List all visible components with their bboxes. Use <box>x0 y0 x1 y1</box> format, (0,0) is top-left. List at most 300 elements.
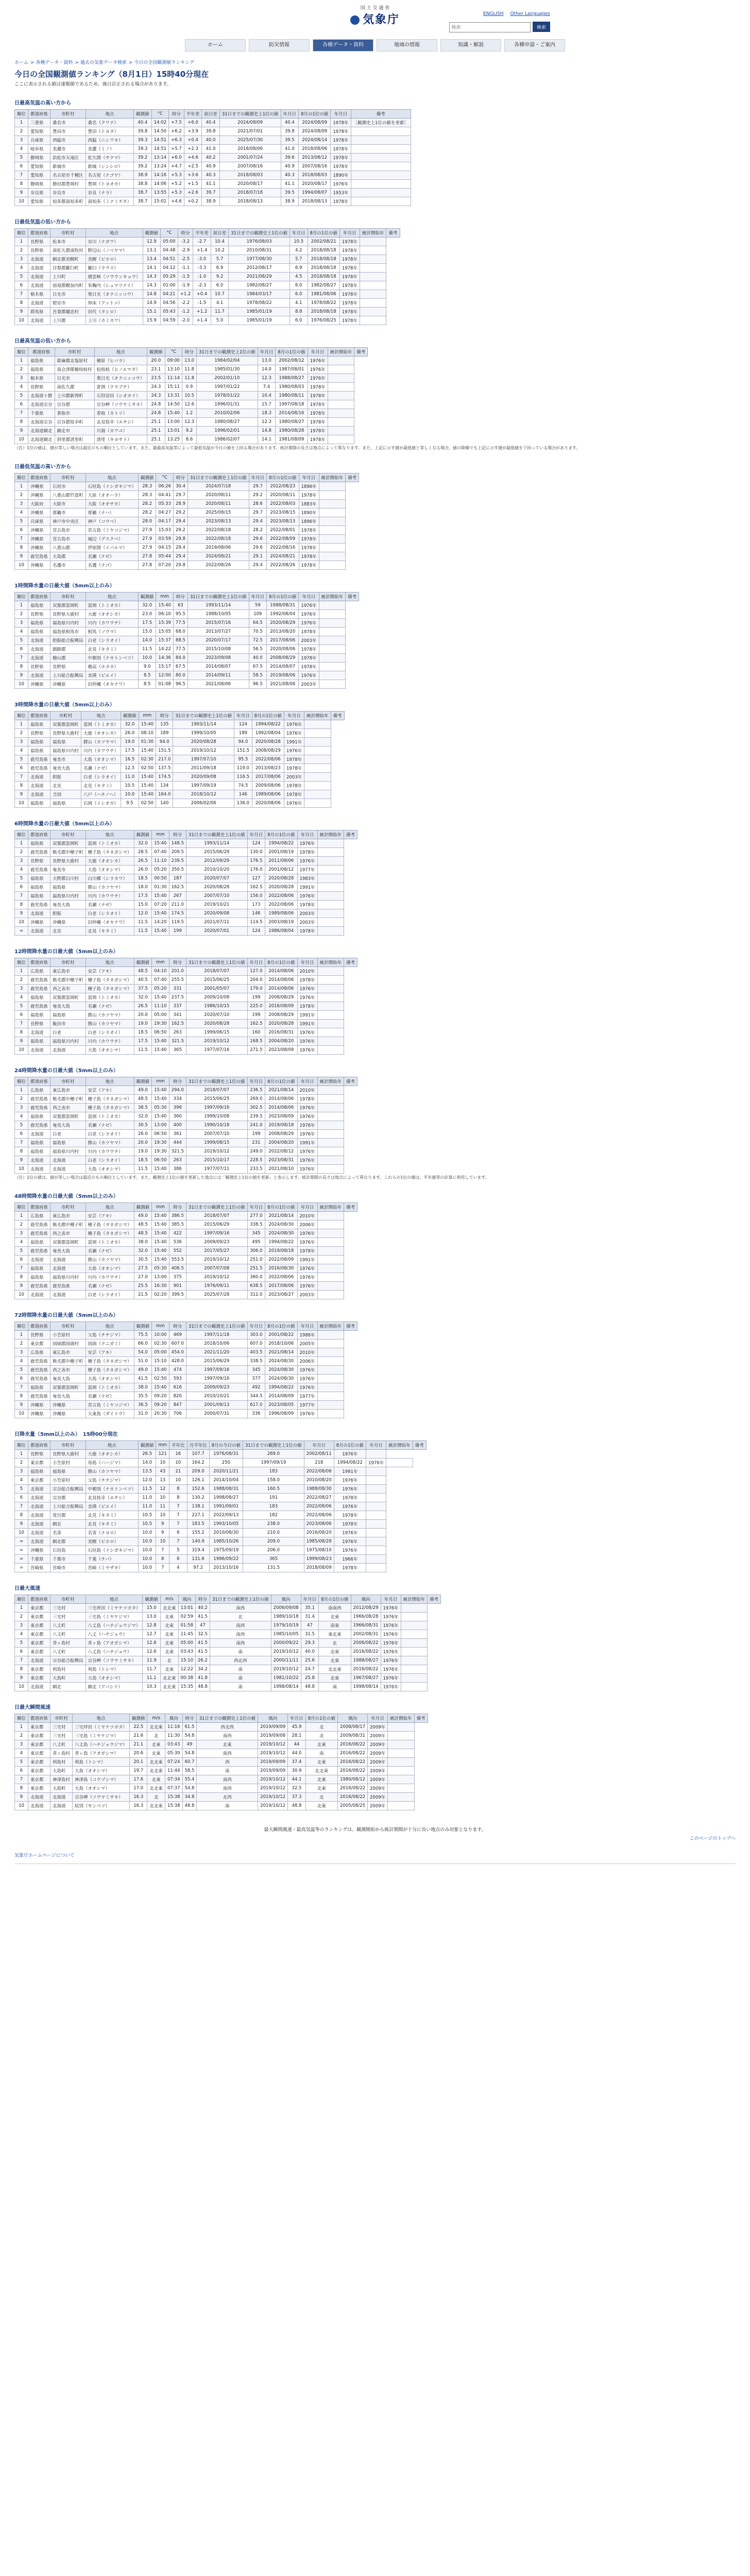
station-link[interactable]: 三宅坪田（ミヤケツボタ） <box>86 1604 143 1613</box>
table-cell: 2009/09/23 <box>186 1383 247 1392</box>
station-link[interactable]: 富岡（トミオカ） <box>86 839 134 848</box>
nav-data[interactable]: 各種データ・資料 <box>313 39 373 52</box>
station-link[interactable]: 三宅坪田（ミヤケツボタ） <box>73 1723 130 1732</box>
station-link[interactable]: 上川（カミカワ） <box>86 316 143 325</box>
table-cell: 2003年 <box>297 909 317 918</box>
station-link[interactable]: 石岡（イシオカ） <box>81 799 121 808</box>
station-link[interactable]: 富岡（トミオカ） <box>81 720 121 729</box>
table-cell: 94.0 <box>156 738 173 747</box>
station-link[interactable]: 種子島（タネガシマ） <box>86 1366 134 1375</box>
station-link[interactable]: 種子島（タネガシマ） <box>86 1229 134 1238</box>
table-cell: 199 <box>169 927 186 936</box>
nav-disaster-info[interactable]: 防災情報 <box>249 39 310 52</box>
station-link[interactable]: 石垣島（イシガキジマ） <box>86 482 138 491</box>
station-link[interactable]: 北見枝幸（エサシ） <box>86 1494 138 1502</box>
station-link[interactable]: 大阪（オオサカ） <box>86 500 138 509</box>
station-link[interactable]: 川湯（カワユ） <box>94 427 147 435</box>
station-link[interactable]: 大鹿（オオシカ） <box>86 1450 138 1459</box>
station-link[interactable]: 種子島（タネガシマ） <box>86 848 134 857</box>
station-link[interactable]: 宗谷岬（ソウヤミサキ） <box>86 1656 143 1665</box>
table-cell: 千葉県 <box>28 409 55 418</box>
station-link[interactable]: 厚床（アットコ） <box>86 299 143 308</box>
column-header: 統計開始年 <box>401 1595 428 1604</box>
station-link[interactable]: 父島（チチジマ） <box>86 1331 134 1340</box>
table-cell: 北 <box>160 1656 178 1665</box>
table-cell: 南 <box>197 1802 258 1810</box>
table-cell: 12.6 <box>182 400 197 409</box>
station-link[interactable]: 香取（カトリ） <box>94 409 147 418</box>
table-cell <box>317 1340 344 1348</box>
station-link[interactable]: 大原（オオハラ） <box>86 491 138 500</box>
station-link[interactable]: 桑名（クワナ） <box>86 118 134 127</box>
table-cell: 福島県 <box>28 993 50 1002</box>
station-link[interactable]: 青ヶ島（アオガシマ） <box>86 1639 143 1648</box>
station-link[interactable]: 名寄（ナヨロ） <box>86 1529 138 1537</box>
station-link[interactable]: 桧枝岐（ヒノエマタ） <box>94 365 147 374</box>
table-cell: 2024/08/30 <box>265 1366 297 1375</box>
table-cell: 2018/08/13 <box>219 197 281 206</box>
table-cell: 11:16 <box>165 1723 183 1732</box>
station-link[interactable]: 新城（シンシロ） <box>86 162 134 171</box>
station-link[interactable]: 勝山（カツヤマ） <box>86 1139 134 1147</box>
station-link[interactable]: 北見（キタミ） <box>86 927 134 936</box>
table-cell: 55.4 <box>182 1775 197 1784</box>
station-link[interactable]: 父島（チチジマ） <box>86 1476 138 1485</box>
station-link[interactable]: 種子島（タネガシマ） <box>86 1104 134 1112</box>
table-cell: 19.0 <box>134 1020 152 1028</box>
station-link[interactable]: 勝山（カツヤマ） <box>86 883 134 892</box>
table-cell <box>366 1485 386 1494</box>
station-link[interactable]: 紋別（モンベツ） <box>73 1802 130 1810</box>
table-cell <box>319 500 346 509</box>
table-cell: 04:10 <box>152 967 169 976</box>
table-cell: 4 <box>15 1630 28 1639</box>
column-header: 順位 <box>15 1714 28 1723</box>
station-link[interactable]: 白老（シラオイ） <box>86 636 138 645</box>
station-link[interactable]: 那覇（ナハ） <box>86 509 138 517</box>
station-link[interactable]: 奥日光（オクニッコウ） <box>86 290 143 299</box>
ranking-table <box>14 1321 357 1418</box>
station-link[interactable]: 白老（シラオイ） <box>86 1130 134 1139</box>
table-cell: 10 <box>15 316 28 325</box>
table-row <box>15 1749 428 1758</box>
table-cell: 35.1 <box>301 1604 319 1613</box>
station-link[interactable]: 三宅島（ミヤケジマ） <box>86 1613 143 1621</box>
breadcrumb-item[interactable]: ホーム <box>14 60 29 65</box>
table-cell: 84.0 <box>173 654 187 663</box>
table-cell: 7 <box>15 1139 28 1147</box>
station-link[interactable]: 大島（オオシマ） <box>86 1165 134 1174</box>
table-cell: 2018/08/06 <box>219 145 281 154</box>
table-cell <box>328 409 354 418</box>
station-link[interactable]: 北見（キタミ） <box>86 1511 138 1520</box>
station-link[interactable]: 八丈島（ハチジョウジマ） <box>73 1740 130 1749</box>
table-cell: 2008/08/17 <box>338 1723 368 1732</box>
table-cell <box>388 1784 415 1793</box>
table-cell: 146 <box>247 909 265 918</box>
column-header: 風向 <box>271 1595 301 1604</box>
station-link[interactable]: 美瑛（ビエイ） <box>86 671 138 680</box>
table-cell: 1976年 <box>381 1683 401 1691</box>
table-cell <box>304 747 331 755</box>
station-link[interactable]: 名瀬（ナゼ） <box>86 1247 134 1256</box>
station-link[interactable]: 名瀬（ナゼ） <box>86 1002 134 1011</box>
table-cell: 2007/08/16 <box>219 162 281 171</box>
table-cell: 67.5 <box>173 663 187 671</box>
station-link[interactable]: 中頓別（ナカトンベツ） <box>86 1485 138 1494</box>
table-cell: 1976年 <box>334 1529 366 1537</box>
site-logo[interactable] <box>14 4 736 27</box>
table-cell: +6.0 <box>169 154 184 162</box>
station-link[interactable]: 大島（オオシマ） <box>86 1674 143 1683</box>
station-link[interactable]: 国頭（クニガミ） <box>86 1340 134 1348</box>
table-cell: 2001/08/19 <box>265 848 297 857</box>
nav-home[interactable]: ホーム <box>185 39 246 52</box>
table-cell <box>360 246 386 255</box>
pagetop-link[interactable]: このページのトップへ <box>689 1836 736 1841</box>
station-link[interactable]: 神戸（コウベ） <box>86 517 138 526</box>
station-link[interactable]: 旧仲縄（オキナワ） <box>86 680 138 689</box>
table-cell: 2018/07/07 <box>186 1212 247 1221</box>
station-link[interactable]: 南知多（ミナミチタ） <box>86 197 134 206</box>
breadcrumb-item[interactable]: 各種データ・資料 <box>36 60 73 65</box>
station-link[interactable]: 豊岡（トヨオカ） <box>86 180 134 189</box>
table-cell: 双葉郡富岡町 <box>50 839 86 848</box>
column-header: 31日までの観測史上1位の値 <box>219 110 281 118</box>
table-cell: 千葉県 <box>28 1555 50 1564</box>
station-link[interactable]: 奈川（ナガワ） <box>86 238 143 246</box>
table-cell: 11.0 <box>138 1494 156 1502</box>
table-cell: 東広島市 <box>50 967 86 976</box>
table-cell: 1978年 <box>339 316 360 325</box>
station-link[interactable]: 川内（カワウチ） <box>86 892 134 901</box>
station-link[interactable]: 勝山（カツヤマ） <box>86 1011 134 1020</box>
table-row <box>15 1273 357 1282</box>
station-link[interactable]: 北見（キタミ） <box>86 1520 138 1529</box>
station-link[interactable]: 名古屋（ナゴヤ） <box>86 171 134 180</box>
station-link[interactable]: 大島（オオシマ） <box>86 1375 134 1383</box>
other-languages-link[interactable]: Other Languages <box>510 11 550 16</box>
station-link[interactable]: 野辺山（ノベヤマ） <box>86 246 143 255</box>
station-link[interactable]: 大鹿（オオシカ） <box>86 610 138 619</box>
station-link[interactable]: 名瀬（ナゼ） <box>86 901 134 909</box>
station-link[interactable]: 安芸（アキ） <box>86 1348 134 1357</box>
station-link[interactable]: 大鹿（オオシカ） <box>86 857 134 866</box>
table-cell: 2017/08/06 <box>267 636 299 645</box>
ranking-section <box>14 1584 736 1691</box>
station-link[interactable]: 美幌（ビホロ） <box>86 255 143 264</box>
station-link[interactable]: 利島（トシマ） <box>73 1758 130 1767</box>
table-cell: 2021/07/11 <box>186 918 247 927</box>
about-site-link[interactable]: 気象庁ホームページについて <box>14 1853 75 1858</box>
table-cell: 1976年 <box>297 892 317 901</box>
table-cell: 2009年 <box>368 1767 388 1775</box>
table-cell: 2019/09/09 <box>258 1758 288 1767</box>
table-cell: 網走郡 <box>50 1537 86 1546</box>
table-row <box>15 909 357 918</box>
station-link[interactable]: 種子島（タネガシマ） <box>86 976 134 985</box>
section-title: 6時間降水量の日最大値（5mm以上のみ） <box>14 821 115 827</box>
station-link[interactable]: 八丈（ハチジョウ） <box>86 1630 143 1639</box>
search-input[interactable] <box>449 22 531 32</box>
station-link[interactable]: 名瀬（ナゼ） <box>86 552 138 561</box>
table-cell: 95.5 <box>173 610 187 619</box>
column-header: 地点 <box>94 348 147 357</box>
table-cell: 1976年 <box>381 1656 401 1665</box>
station-link[interactable]: 富岡（トミオカ） <box>86 1383 134 1392</box>
station-link[interactable]: 清里（キヨサト） <box>94 435 147 444</box>
ranking-section <box>14 819 736 936</box>
station-link[interactable]: 宮崎（ミヤザキ） <box>86 1564 138 1572</box>
table-cell: 13:14 <box>151 154 169 162</box>
station-link[interactable]: 城辺（グスクベ） <box>86 535 138 544</box>
station-link[interactable]: 名瀬（ナゼ） <box>86 1282 134 1291</box>
station-link[interactable]: 三宅島（ミヤケジマ） <box>73 1732 130 1740</box>
station-link[interactable]: 美幌（ビホロ） <box>86 1537 138 1546</box>
table-cell: 360.0 <box>247 1273 265 1282</box>
table-cell: 2009/09/23 <box>186 1238 247 1247</box>
table-row <box>15 1410 357 1418</box>
station-link[interactable]: 富岡（トミオカ） <box>86 1112 134 1121</box>
breadcrumb-item[interactable]: 過去の気象データ検索 <box>80 60 127 65</box>
station-link[interactable]: 檜原（ヒバラ） <box>94 357 147 365</box>
station-link[interactable]: 西脇（ニシワキ） <box>86 136 134 145</box>
station-link[interactable]: 大島（オオシマ） <box>81 755 121 764</box>
english-link[interactable]: ENGLISH <box>483 11 504 16</box>
station-link[interactable]: 種子島（タネガシマ） <box>86 985 134 993</box>
station-link[interactable]: 千葉（チバ） <box>86 1555 138 1564</box>
station-link[interactable]: 安芸（アキ） <box>86 967 134 976</box>
station-link[interactable]: 勝山（カツヤマ） <box>86 1020 134 1028</box>
table-cell: 41.5 <box>196 1648 210 1656</box>
station-link[interactable]: 大島（オオシマ） <box>86 866 134 874</box>
station-link[interactable]: 白老（シラオイ） <box>86 1156 134 1165</box>
station-link[interactable]: 川内（カワウチ） <box>86 1147 134 1156</box>
table-cell: 1 <box>15 720 28 729</box>
station-link[interactable]: 層雲峡（ソウウンキョウ） <box>86 273 143 281</box>
table-cell: 49.0 <box>134 1212 152 1221</box>
station-link[interactable]: 美瑛（ビエイ） <box>86 1502 138 1511</box>
station-link[interactable]: 名瀬（ナゼ） <box>86 1121 134 1130</box>
column-header: 都道府県 <box>28 229 50 238</box>
table-cell: 155.2 <box>187 1529 209 1537</box>
station-link[interactable]: 種子島（タネガシマ） <box>86 1221 134 1229</box>
table-row <box>15 1147 357 1156</box>
station-link[interactable]: 宗谷岬（ソウヤミサキ） <box>73 1793 130 1802</box>
table-cell: 225.0 <box>247 1002 265 1011</box>
table-row <box>15 544 359 552</box>
nav-knowledge[interactable]: 知識・解説 <box>440 39 501 52</box>
nav-regional[interactable]: 地域の情報 <box>377 39 437 52</box>
table-cell: 6 <box>15 1375 28 1383</box>
station-link[interactable]: 大島（オオシマ） <box>73 1784 130 1793</box>
station-link[interactable]: 朱鞠内（シュマリナイ） <box>86 281 143 290</box>
table-cell: 4 <box>15 1238 28 1247</box>
table-cell: 福島県 <box>28 874 50 883</box>
table-cell: 1953年 <box>331 189 351 197</box>
table-cell: 399.5 <box>169 1291 186 1299</box>
station-link[interactable]: 宮古島（ミヤコジマ） <box>86 526 138 535</box>
table-cell <box>351 162 411 171</box>
table-cell: 2016/08/22 <box>338 1749 368 1758</box>
table-cell: 双葉郡富岡町 <box>50 1383 86 1392</box>
station-link[interactable]: 石垣島（イシガキジマ） <box>86 1546 138 1555</box>
table-cell <box>366 1564 386 1572</box>
table-cell <box>317 1357 344 1366</box>
table-cell: 2019/10/12 <box>258 1740 288 1749</box>
column-header: 観測値 <box>134 1322 152 1331</box>
station-link[interactable]: 伊原間（イバルマ） <box>86 544 138 552</box>
column-header: 統計開始年 <box>317 1077 344 1086</box>
table-cell: 7 <box>15 892 28 901</box>
table-cell: 15:38 <box>165 1802 183 1810</box>
station-link[interactable]: 大島（オオシマ） <box>86 1046 134 1055</box>
table-cell: 5 <box>15 1002 28 1011</box>
table-cell: 北海道 <box>28 1291 50 1299</box>
station-link[interactable]: 川内（カワウチ） <box>81 747 121 755</box>
table-cell: 13:00 <box>152 1121 169 1130</box>
section-title: 48時間降水量の日最大値（5mm以上のみ） <box>14 1194 118 1199</box>
table-cell: 東京都 <box>28 1784 50 1793</box>
station-link[interactable]: 中頓別（ナカトンベツ） <box>86 654 138 663</box>
table-cell: 6.9 <box>289 264 308 273</box>
station-link[interactable]: 八丈島（ハチジョウ） <box>86 1648 143 1656</box>
column-header: 年月日 <box>247 1077 265 1086</box>
table-cell: 39.8 <box>281 127 299 136</box>
station-link[interactable]: 名護（ナゴ） <box>86 561 138 570</box>
table-cell: 428.0 <box>169 1357 186 1366</box>
table-cell: 2018/08/18 <box>308 273 339 281</box>
column-header: 観測値 <box>129 1714 147 1723</box>
station-link[interactable]: 安芸（アキ） <box>86 1212 134 1221</box>
table-cell: 25.6 <box>301 1656 319 1665</box>
station-link[interactable]: 白老（シラオイ） <box>86 1028 134 1037</box>
table-cell: 10.0 <box>138 1546 156 1555</box>
station-link[interactable]: 倉渕（クラブチ） <box>94 383 147 392</box>
station-link[interactable]: 旧仲縄（オキナワ） <box>86 918 134 927</box>
station-link[interactable]: 大鹿（オオシカ） <box>81 729 121 738</box>
station-link[interactable]: 種子島（タネガシマ） <box>86 1095 134 1104</box>
table-cell: 11:45 <box>178 1630 196 1639</box>
table-cell: 1976年 <box>334 1450 366 1459</box>
station-link[interactable]: 田代（タシロ） <box>86 308 143 316</box>
table-cell <box>328 392 354 400</box>
table-cell: 南 <box>305 1749 337 1758</box>
station-link[interactable]: 利島（トシマ） <box>86 1665 143 1674</box>
table-cell: 10.0 <box>138 1564 156 1572</box>
station-link[interactable]: 八丈島（ハチジョウジマ） <box>86 1621 143 1630</box>
column-header: 順位 <box>15 110 28 118</box>
table-cell: 1997/09/16 <box>186 1229 247 1238</box>
station-link[interactable]: 網走（アバシリ） <box>86 1683 143 1691</box>
station-link[interactable]: 美濃（ミノ） <box>86 145 134 154</box>
station-link[interactable]: 名瀬（ナゼ） <box>86 1392 134 1401</box>
table-cell: 28.2 <box>249 526 267 535</box>
table-cell: 15.0 <box>138 628 156 636</box>
table-cell: 10 <box>156 1494 169 1502</box>
station-link[interactable]: 川内（カワウチ） <box>86 1037 134 1046</box>
nav-application[interactable]: 各種申請・ご案内 <box>504 39 565 52</box>
logo-subtitle: 国 土 交 通 省 <box>360 6 390 11</box>
station-link[interactable]: 奈良（ナラ） <box>86 189 134 197</box>
table-cell: 白老 <box>50 1028 86 1037</box>
station-link[interactable]: 石狩沼田（シオカリ） <box>94 392 147 400</box>
table-cell: 福島県 <box>28 1264 50 1273</box>
table-cell: 鹿児島県 <box>28 1121 50 1130</box>
table-cell: 553.5 <box>169 1256 186 1264</box>
station-link[interactable]: 勝山（カツヤマ） <box>86 1256 134 1264</box>
table-cell: 10 <box>15 197 28 206</box>
table-cell: 24.3 <box>147 392 165 400</box>
station-link[interactable]: 名瀬（ナゼ） <box>81 764 121 773</box>
station-link[interactable]: 勝山（カツヤマ） <box>81 738 121 747</box>
table-cell: 2024/08/30 <box>265 1375 297 1383</box>
table-cell: 30.5 <box>134 1256 152 1264</box>
table-cell: 12.3 <box>258 374 276 383</box>
table-cell: 3 <box>15 255 28 264</box>
table-cell: 38.0 <box>134 1238 152 1247</box>
table-cell <box>304 729 331 738</box>
table-header-row <box>15 592 359 601</box>
station-link[interactable]: 種子島（タネガシマ） <box>86 1357 134 1366</box>
station-link[interactable]: 相馬（ソウマ） <box>86 628 138 636</box>
station-link[interactable]: 白老（シラオイ） <box>86 1291 134 1299</box>
station-link[interactable]: 富岡（トミオカ） <box>86 1238 134 1247</box>
station-link[interactable]: 北見枝幸（エサシ） <box>94 418 147 427</box>
table-cell: 239.5 <box>247 1112 265 1121</box>
table-cell: 43 <box>156 1467 169 1476</box>
station-link[interactable]: 白川郷（シラカワ） <box>86 874 134 883</box>
station-link[interactable]: 北見（キタミ） <box>86 645 138 654</box>
station-link[interactable]: 川内（カワウチ） <box>86 1273 134 1282</box>
table-row <box>15 1613 441 1621</box>
station-link[interactable]: 白老（シラオイ） <box>81 773 121 782</box>
station-link[interactable]: 白老（シラオイ） <box>86 909 134 918</box>
table-cell: 2005年 <box>297 1340 317 1348</box>
station-link[interactable]: 大島（オオシマ） <box>86 1264 134 1273</box>
table-cell: 2002/01/10 <box>197 374 258 383</box>
station-link[interactable]: 奥日光（オクニッコウ） <box>94 374 147 383</box>
table-cell: -3.3 <box>193 264 211 273</box>
station-link[interactable]: 富岡（トミオカ） <box>86 993 134 1002</box>
table-cell: 広島県 <box>28 967 50 976</box>
table-cell <box>317 927 344 936</box>
station-link[interactable]: 佐久間（サクマ） <box>86 154 134 162</box>
station-link[interactable]: 神津島（コウヅシマ） <box>73 1775 130 1784</box>
station-link[interactable]: 川内（カワウチ） <box>86 619 138 628</box>
station-link[interactable]: 富岡（トミオカ） <box>86 601 138 610</box>
station-link[interactable]: 安芸（アキ） <box>86 1086 134 1095</box>
section-title: 日最大瞬間風速 <box>14 1705 50 1710</box>
station-link[interactable]: 青ヶ島（アオガシマ） <box>73 1749 130 1758</box>
station-link[interactable]: 宗谷岬（ソウヤミサキ） <box>94 400 147 409</box>
search-button[interactable]: 検索 <box>533 22 550 32</box>
station-link[interactable]: 勝山（カツヤマ） <box>86 1467 138 1476</box>
station-link[interactable]: 北見（キタミ） <box>81 782 121 790</box>
station-link[interactable]: 羅臼（ラウス） <box>86 264 143 273</box>
table-cell: 20.0 <box>134 1139 152 1147</box>
station-link[interactable]: 豊田（トヨタ） <box>86 127 134 136</box>
station-link[interactable]: 穂高（ホタカ） <box>86 663 138 671</box>
station-link[interactable]: 大島（オオシマ） <box>73 1767 130 1775</box>
station-link[interactable]: 大東島（ダイトウ） <box>86 1410 134 1418</box>
station-link[interactable]: 宮古島（ミヤコジマ） <box>86 1401 134 1410</box>
station-link[interactable]: 八戸（ハチノヘ） <box>81 790 121 799</box>
table-cell: 小笠原村 <box>50 1331 86 1340</box>
table-cell: 8 <box>15 299 28 308</box>
table-cell: 39.2 <box>134 162 152 171</box>
station-link[interactable]: 母島（ハハジマ） <box>86 1459 138 1467</box>
